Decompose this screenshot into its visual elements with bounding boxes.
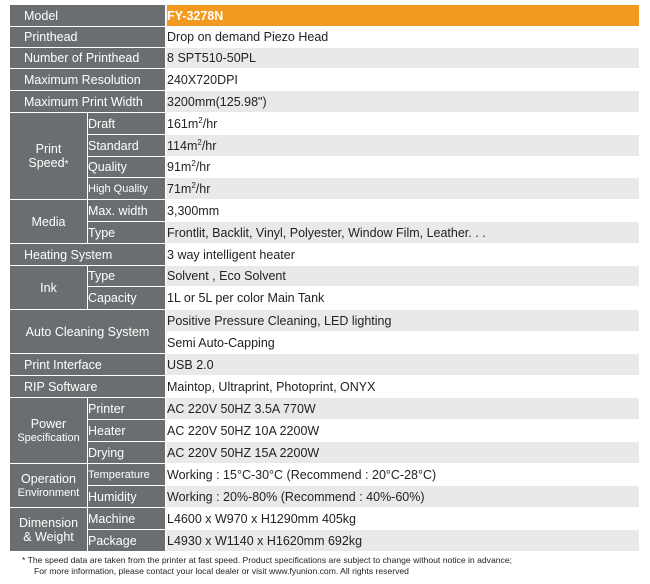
ink-type-row — [10, 266, 639, 287]
max-width-row — [10, 91, 639, 113]
media-type-value: Frontlit, Backlit, Vinyl, Polyester, Window Film, Leather. . . — [166, 222, 639, 244]
ink-capacity-value: 1L or 5L per color Main Tank — [166, 287, 639, 310]
env-humidity-value: Working : 20%-80% (Recommend : 40%-60%) — [166, 486, 639, 508]
heating-value: 3 way intelligent heater — [166, 244, 639, 266]
media-width-label: Max. width — [88, 200, 166, 222]
print-speed-label: Print Speed* — [10, 113, 88, 200]
auto-cleaning-label: Auto Cleaning System — [10, 310, 166, 354]
num-printhead-row — [10, 48, 639, 69]
operation-env-label: Operation Environment — [10, 464, 88, 508]
print-interface-label: Print Interface — [10, 354, 166, 376]
power-heater-row — [10, 420, 639, 442]
max-width-value: 3200mm(125.98") — [166, 91, 639, 113]
power-printer-row — [10, 398, 639, 420]
ink-label: Ink — [10, 266, 88, 310]
speed-high-quality-label: High Quality — [88, 178, 166, 200]
ink-capacity-row — [10, 287, 639, 310]
speed-quality-row — [10, 157, 639, 178]
dimension-package-row — [10, 530, 639, 552]
media-label: Media — [10, 200, 88, 244]
dimension-machine-row — [10, 508, 639, 530]
speed-draft-value: $161m^2/hr$ — [166, 113, 639, 135]
power-label: Power Specification — [10, 398, 88, 464]
env-temperature-value: Working : 15°C-30°C (Recommend : 20°C-28°C) — [166, 464, 639, 486]
power-printer-value: AC 220V 50HZ 3.5A 770W — [166, 398, 639, 420]
speed-quality-label: Quality — [88, 157, 166, 178]
max-resolution-value: 240X720DPI — [166, 69, 639, 91]
footnote-line-2: For more information, please contact your local dealer or visit www.fyunion.com. All rights reserved — [34, 566, 409, 576]
ink-type-value: Solvent , Eco Solvent — [166, 266, 639, 287]
printhead-value: Drop on demand Piezo Head — [166, 27, 639, 48]
printhead-label: Printhead — [10, 27, 166, 48]
max-resolution-row — [10, 69, 639, 91]
ink-capacity-label: Capacity — [88, 287, 166, 310]
env-temperature-label: Temperature — [88, 464, 166, 486]
dimension-machine-value: L4600 x W970 x H1290mm 405kg — [166, 508, 639, 530]
print-interface-row — [10, 354, 639, 376]
auto-cleaning-row-1 — [10, 310, 639, 332]
rip-software-row — [10, 376, 639, 398]
rip-software-label: RIP Software — [10, 376, 166, 398]
env-temperature-row — [10, 464, 639, 486]
media-type-row — [10, 222, 639, 244]
power-heater-value: AC 220V 50HZ 10A 2200W — [166, 420, 639, 442]
ink-type-label: Type — [88, 266, 166, 287]
speed-draft-label: Draft — [88, 113, 166, 135]
speed-standard-label: Standard — [88, 135, 166, 157]
num-printhead-value: 8 SPT510-50PL — [166, 48, 639, 69]
model-value: FY-3278N — [166, 5, 639, 27]
model-label: Model — [10, 5, 166, 27]
media-width-value: 3,300mm — [166, 200, 639, 222]
spec-table — [10, 5, 639, 552]
power-drying-value: AC 220V 50HZ 15A 2200W — [166, 442, 639, 464]
printhead-row — [10, 27, 639, 48]
max-resolution-label: Maximum Resolution — [10, 69, 166, 91]
speed-standard-row — [10, 135, 639, 157]
speed-draft-row — [10, 113, 639, 135]
model-row — [10, 5, 639, 27]
dimension-package-value: L4930 x W1140 x H1620mm 692kg — [166, 530, 639, 552]
heating-row — [10, 244, 639, 266]
media-type-label: Type — [88, 222, 166, 244]
power-drying-label: Drying — [88, 442, 166, 464]
dimension-label: Dimension & Weight — [10, 508, 88, 552]
print-interface-value: USB 2.0 — [166, 354, 639, 376]
power-heater-label: Heater — [88, 420, 166, 442]
auto-cleaning-value-1: Positive Pressure Cleaning, LED lighting — [166, 310, 639, 332]
speed-quality-value: $91m^2/hr$ — [166, 157, 639, 178]
speed-high-quality-row — [10, 178, 639, 200]
env-humidity-label: Humidity — [88, 486, 166, 508]
speed-standard-value: $114m^2/hr$ — [166, 135, 639, 157]
env-humidity-row — [10, 486, 639, 508]
num-printhead-label: Number of Printhead — [10, 48, 166, 69]
power-drying-row — [10, 442, 639, 464]
media-width-row — [10, 200, 639, 222]
dimension-package-label: Package — [88, 530, 166, 552]
rip-software-value: Maintop, Ultraprint, Photoprint, ONYX — [166, 376, 639, 398]
dimension-machine-label: Machine — [88, 508, 166, 530]
speed-high-quality-value: $71m^2/hr$ — [166, 178, 639, 200]
footnote-line-1: * The speed data are taken from the printer at fast speed. Product specifications are subject to change without notice in advance; — [22, 555, 512, 565]
footnote — [22, 555, 637, 577]
max-width-label: Maximum Print Width — [10, 91, 166, 113]
power-printer-label: Printer — [88, 398, 166, 420]
speed-footnote-mark: * — [64, 157, 69, 170]
heating-label: Heating System — [10, 244, 166, 266]
auto-cleaning-value-2: Semi Auto-Capping — [166, 332, 639, 354]
